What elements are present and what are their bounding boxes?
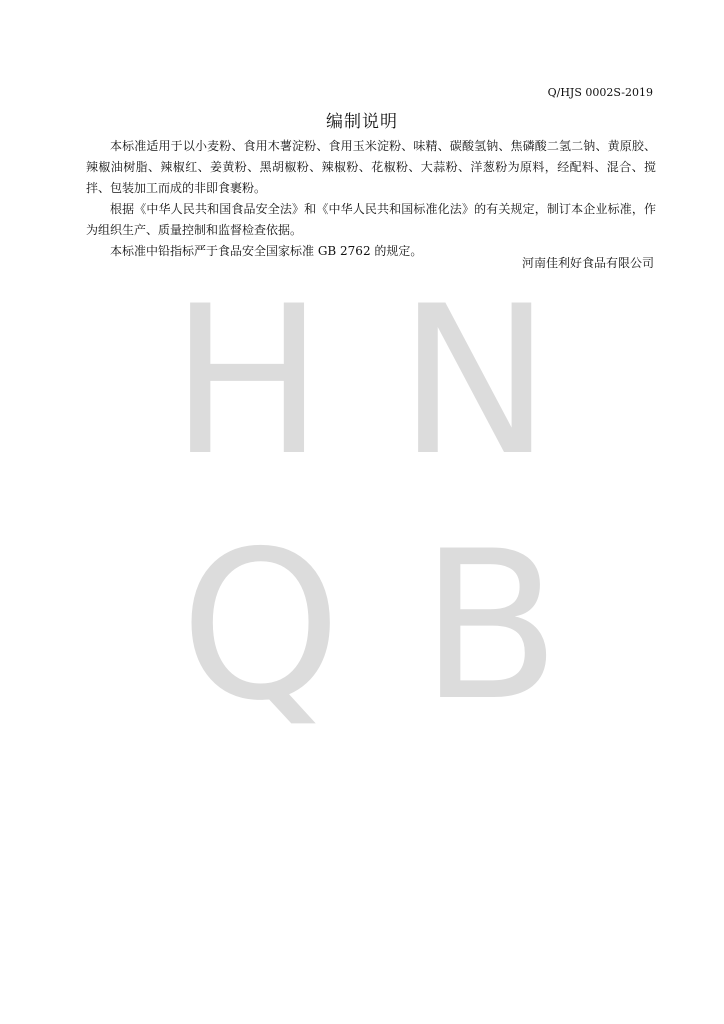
watermark-letter-h: H bbox=[170, 263, 325, 501]
watermark-letter-q: Q bbox=[180, 508, 342, 746]
paragraph-scope: 本标准适用于以小麦粉、食用木薯淀粉、食用玉米淀粉、味精、碳酸氢钠、焦磷酸二氢二钠、黄原胶、辣椒油树脂、辣椒红、姜黄粉、黑胡椒粉、辣椒粉、花椒粉、大蒜粉、洋葱粉为原料，经配料、混合、搅拌、包装加工而成的非即食裹粉。 bbox=[86, 139, 656, 195]
document-code: Q/HJS 0002S-2019 bbox=[547, 86, 653, 99]
body-text bbox=[86, 136, 656, 262]
watermark-letter-n: N bbox=[398, 263, 552, 501]
paragraph-lead-indicator: 本标准中铅指标严于食品安全国家标准 GB 2762 的规定。 bbox=[110, 244, 423, 258]
page-title: 编制说明 bbox=[326, 112, 398, 132]
company-name: 河南佳利好食品有限公司 bbox=[521, 256, 654, 270]
paragraph-basis: 根据《中华人民共和国食品安全法》和《中华人民共和国标准化法》的有关规定，制订本企业标准，作为组织生产、质量控制和监督检查依据。 bbox=[86, 202, 656, 237]
watermark-letter-b: B bbox=[420, 508, 561, 746]
